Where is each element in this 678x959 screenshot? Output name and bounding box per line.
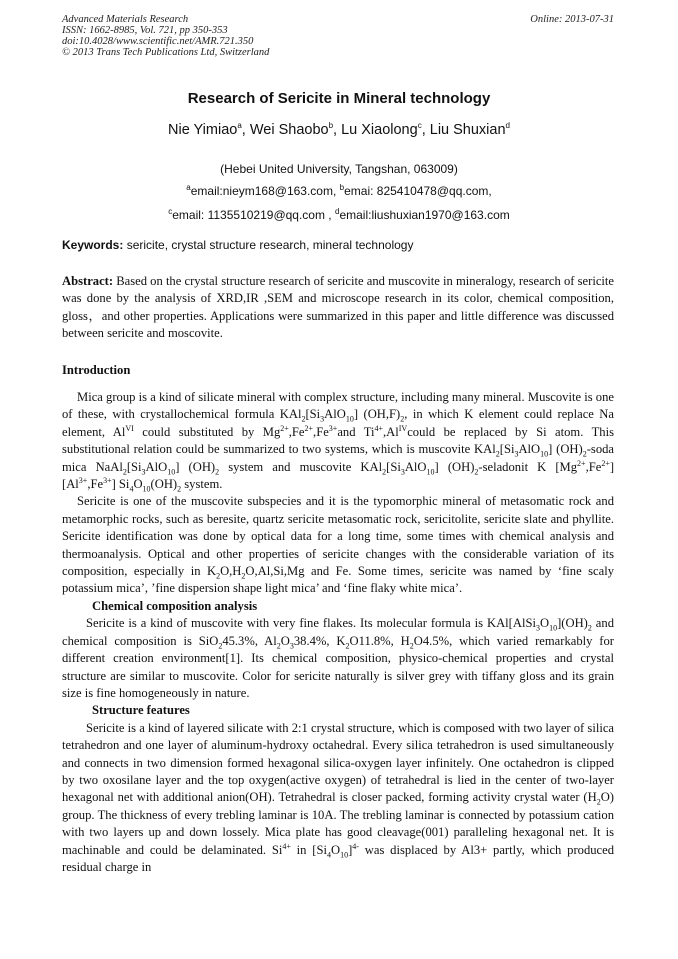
subscript: 3 [400, 467, 405, 477]
subscript: 3 [141, 467, 146, 477]
text-run: ] Si [111, 477, 130, 492]
subscript: 2 [122, 467, 127, 477]
online-date: Online: 2013-07-31 [530, 14, 614, 25]
text-run: O [280, 633, 290, 648]
subscript: 2 [596, 797, 601, 807]
keywords-label: Keywords: [62, 238, 124, 252]
text-run: AlO [145, 459, 168, 474]
text-run: system and muscovite KAl [219, 459, 383, 474]
text-run: O) group. The thickness of every trebling laminar is 10A. The trebling laminar is connected by potassium cation with two layers up and down lossely. Mica plate has good cleavage(001) paralleling hexagonal net. It is machinable and could be delaminated. Si [62, 790, 614, 857]
superscript: 2+ [304, 423, 314, 433]
paragraph [62, 615, 614, 702]
abstract-text: Based on the crystal structure research of sericite and muscovite in mineralogy, research of sericite was done by the analysis of XRD,IR ,SEM and microscope research in its color, chemical composition, gloss，and other properties. Applications were summarized in this paper and little difference was discussed between sericite and moscovite. [62, 274, 614, 341]
text-run: O11.8%, H [349, 633, 410, 648]
subscript: 2 [382, 467, 387, 477]
superscript: 4+ [282, 841, 291, 851]
subscript: 10 [549, 623, 558, 633]
text-run: O [539, 616, 550, 631]
journal-info [62, 14, 269, 58]
subscript: 2 [345, 641, 350, 651]
subscript: 2 [582, 449, 587, 459]
email-marker: b [339, 183, 345, 192]
affiliation: (Hebei United University, Tangshan, 063009) [220, 162, 458, 176]
author-name: Lu Xiaolong [341, 122, 418, 138]
email-address: email:nieym168@163.com, [190, 184, 337, 198]
text-run: ,Fe [288, 424, 305, 439]
subscript: 4 [326, 850, 331, 860]
author-marker: b [328, 121, 334, 131]
paper-title: Research of Sericite in Mineral technology [187, 90, 491, 107]
subscript: 2 [495, 449, 500, 459]
subsection-heading-chemical: Chemical composition analysis [92, 598, 258, 613]
abstract [62, 273, 614, 343]
superscript: IV [398, 423, 408, 433]
subscript: 10 [167, 467, 176, 477]
abstract-label: Abstract: [62, 274, 114, 288]
subscript: 10 [540, 449, 549, 459]
text-run: [Si [305, 407, 321, 422]
subscript: 2 [301, 414, 306, 424]
subsection-heading-structure: Structure features [92, 703, 190, 718]
text-run: (OH) [150, 477, 178, 492]
subscript: 3 [289, 641, 294, 651]
text-run: [Si [386, 459, 401, 474]
subscript: 10 [426, 467, 435, 477]
doi-line: doi:10.4028/www.scientific.net/AMR.721.350 [62, 36, 254, 47]
superscript: 2+ [601, 458, 610, 468]
superscript: 4+ [374, 423, 383, 433]
text-run: O [330, 842, 341, 857]
text-run: ] (OH) [434, 459, 475, 474]
author-name: Wei Shaobo [249, 122, 329, 138]
text-run: O,H [220, 564, 242, 579]
subscript: 4 [129, 484, 134, 494]
text-run: could substituted by Mg [133, 424, 281, 439]
text-run: ] (OH) [175, 459, 216, 474]
text-run: was displaced by Al3+ partly, which produced residual charge in [62, 842, 615, 874]
text-run: AlO [324, 407, 346, 422]
superscript: 3+ [78, 475, 88, 485]
text-run: Sericite is a kind of layered silicate with 2:1 crystal structure, which is composed with two layer of silica tetrahedron and one layer of aluminum-hydroxy octahedral. Every silica tetrahedron is used simultaneously and connects in two dimension formed hexagonal silica-oxygen layer infinitely. One octahedron is clipped by two oxosilane layer and the top oxygen(active oxygen) of tetrahedral is lied in the center of two-layer hexagonal net with additional anion(OH). Tetrahedral is closer packed, forming activity crystal water (H [62, 720, 614, 805]
subscript: 2 [276, 641, 281, 651]
subscript: 10 [340, 850, 349, 860]
subscript: 2 [215, 467, 220, 477]
text-run: ,Fe [313, 424, 329, 439]
subscript: 2 [241, 571, 246, 581]
subscript: 2 [409, 641, 414, 651]
subscript: 2 [587, 623, 592, 633]
keywords [62, 238, 618, 252]
text-run: Mica group is a kind of silicate mineral with complex structure, including many mineral. Muscovite is one of these, with crystallochemical formula KAl [62, 390, 614, 422]
text-run: AlO [518, 442, 541, 457]
text-run: in [Si [290, 842, 327, 857]
author-name: Liu Shuxian [429, 122, 506, 138]
text-run: ] [348, 842, 353, 857]
copyright-line: © 2013 Trans Tech Publications Ltd, Switzerland [62, 47, 270, 58]
email-marker: a [186, 183, 191, 192]
email-address: emai: 825410478@qq.com, [344, 184, 492, 198]
text-run: could be replaced by Si atom. This substitutional relation could be summarized to two systems, which is muscovite KAl [62, 424, 614, 457]
text-run: ] (OH,F) [353, 407, 401, 422]
text-run: [Si [499, 442, 515, 457]
text-run: ,Fe [87, 477, 104, 492]
email-line-1 [0, 184, 678, 198]
paragraph [62, 720, 614, 877]
author-name: Nie Yimiao [168, 122, 238, 138]
author-list: Nie Yimiao$^a$, Wei Shaobo$^b$, Lu Xiaolong$^c$, Liu Shuxian$^d$ [168, 121, 510, 138]
issn-line: ISSN: 1662-8985, Vol. 721, pp 350-353 [62, 25, 228, 36]
author-marker: a [237, 121, 242, 131]
subscript: 2 [177, 484, 182, 494]
text-run: Sericite is one of the muscovite subspecies and it is the typomorphic mineral of metasomatic rock and metamorphic rocks, such as beresite, quartz sericite metasomatic rock, sericitolite, sericite slate and phyllite. Sericite identification was done by optical data for a long time, some times with chemical analysis and thermoanalysis. Optical and other properties of sericite changes with the considerable variation of its composition, especially in K [62, 494, 614, 579]
superscript: 2+ [280, 423, 289, 433]
email-address: email:liushuxian1970@163.com [339, 208, 510, 222]
email-line-2 [0, 208, 678, 222]
text-run: [Si [126, 459, 142, 474]
text-run: ] [Al [62, 459, 615, 492]
text-run: Sericite is a kind of muscovite with very fine flakes. Its molecular formula is KAl[AlSi [86, 616, 536, 631]
superscript: 4- [352, 841, 359, 851]
text-run: 45.3%, Al [222, 633, 277, 648]
text-run: -seladonit K [Mg [478, 459, 578, 474]
superscript: VI [125, 423, 134, 433]
text-run: system. [181, 477, 223, 492]
text-run: ] (OH) [548, 442, 583, 457]
text-run: O4.5%, which varied remarkably for different creation environment[1]. Its chemical composition, physico-chemical properties and crystal structure are similar to muscovite. Color for sericite naturally is silver grey with tiffany gloss and its grain size is fine homogeneously in nature. [62, 633, 614, 700]
paragraph [62, 493, 614, 597]
text-run: and Ti [337, 424, 375, 439]
text-run: ,Al [382, 424, 399, 439]
email-marker: c [168, 207, 173, 216]
subscript: 3 [320, 414, 325, 424]
subscript: 3 [535, 623, 540, 633]
text-run: -soda mica NaAl [62, 442, 614, 474]
subscript: 2 [216, 571, 221, 581]
text-run: AlO [404, 459, 427, 474]
subscript: 2 [400, 414, 405, 424]
text-run: ,Fe [585, 459, 602, 474]
text-run: and chemical composition is SiO [62, 616, 614, 648]
subscript: 3 [514, 449, 519, 459]
journal-name: Advanced Materials Research [62, 14, 189, 25]
text-run: O,Al,Si,Mg and Fe. Some times, sericite was named by ‘fine scaly potassium mica’, ’fine dispersion shape light mica’ and ‘fine flaky white mica’. [62, 564, 614, 596]
email-address: email: 1135510219@qq.com , [172, 208, 332, 222]
subscript: 10 [345, 414, 354, 424]
email-marker: d [335, 207, 340, 216]
superscript: 3+ [103, 475, 112, 485]
superscript: 2+ [577, 458, 586, 468]
introduction-body [62, 389, 614, 876]
author-marker: c [417, 121, 422, 131]
text-run: ](OH) [557, 616, 588, 631]
subscript: 10 [142, 484, 151, 494]
keywords-text: sericite, crystal structure research, mineral technology [123, 238, 414, 252]
author-marker: d [505, 121, 510, 131]
text-run: , in which K element could replace Na element, Al [62, 407, 614, 439]
subscript: 2 [474, 467, 479, 477]
paragraph [62, 389, 614, 493]
text-run: O [133, 477, 143, 492]
text-run: 38.4%, K [293, 633, 346, 648]
superscript: 3+ [328, 423, 338, 433]
section-heading-introduction: Introduction [62, 363, 131, 377]
subscript: 2 [218, 641, 223, 651]
